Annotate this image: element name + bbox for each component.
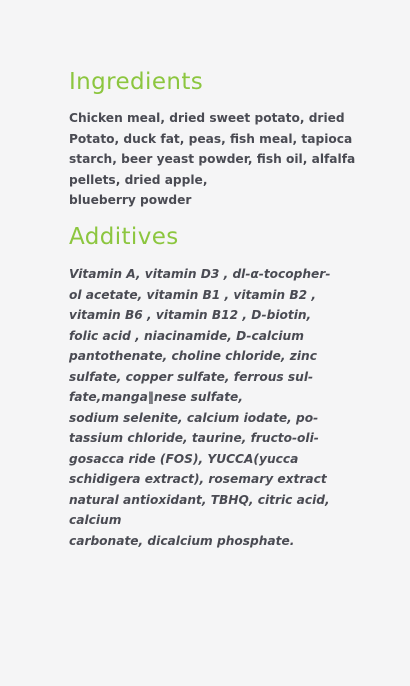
additives-list: Vitamin A, vitamin D3 , dl-α-tocopher- ol acetate, vitamin B1 , vitamin B2 , vitamin B6 , vitamin B12 , D-biotin, folic acid , niacinamide, D-calcium pantothenate, choline chloride, zinc sulfate, copper sulfate, ferrous sul- fate,manga‖nese sulfate, sodium selenite, calcium iodate, po- tassium chloride, taurine, fructo-oli- gosacca ride (FOS), YUCCA(yucca schidigera extract), rosemary extract natural antioxidant, TBHQ, citric acid, calcium carbonate, dicalcium phosphate. bbox=[69, 267, 331, 548]
ingredients-list: Chicken meal, dried sweet potato, dried Potato, duck fat, peas, fish meal, tapioca starch, beer yeast powder, fish oil, alfalfa pellets, dried apple, blueberry powder bbox=[69, 111, 356, 207]
ingredients-heading: Ingredients bbox=[69, 69, 204, 95]
additives-heading: Additives bbox=[69, 224, 179, 250]
